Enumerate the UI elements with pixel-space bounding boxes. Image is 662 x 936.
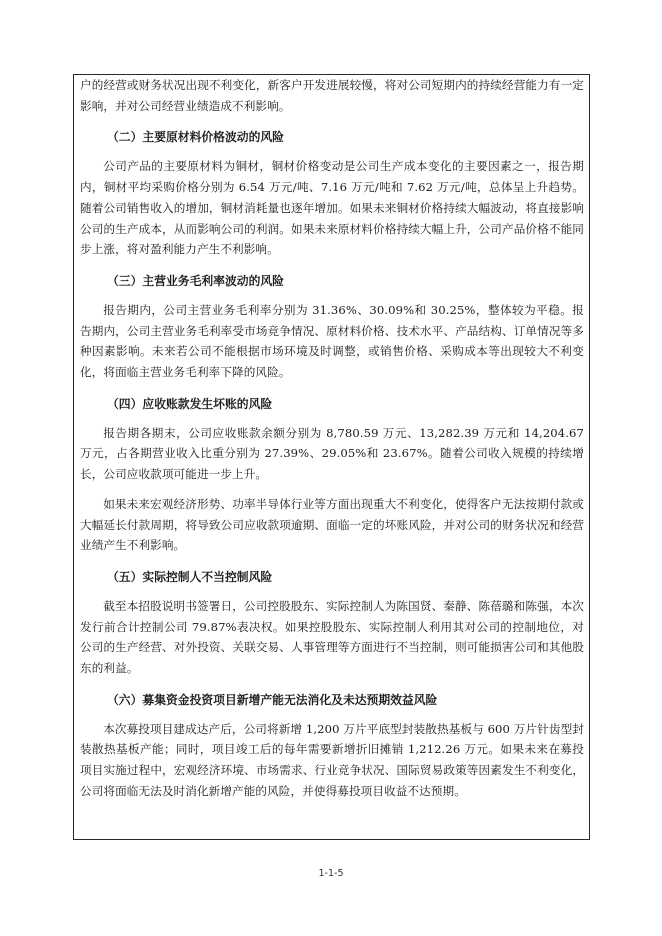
- section-heading-gross-margin: （三）主营业务毛利率波动的风险: [107, 273, 284, 288]
- section-heading-raw-material: （二）主要原材料价格波动的风险: [107, 130, 284, 145]
- document-body: [80, 75, 584, 802]
- section-paragraph: 如果未来宏观经济形势、功率半导体行业等方面出现重大不利变化，使得客户无法按期付款或大幅延长付款周期，将导致公司应收款项逾期、面临一定的坏账风险，并对公司的财务状况和经营业绩产生不利影响。: [80, 496, 584, 553]
- section-heading-capacity: （六）募集资金投资项目新增产能无法消化及未达预期效益风险: [107, 692, 438, 707]
- section-paragraph: 公司产品的主要原材料为铜材，铜材价格变动是公司生产成本变化的主要因素之一，报告期内，铜材平均采购价格分别为 6.54 万元/吨、7.16 万元/吨和 7.62 万元/吨，总体呈上升趋势。随着公司销售收入的增加，铜材消耗量也逐年增加。如果未来铜材价格持续大幅波动，将直接影响公司的生产成本，从而影响公司的利润。如果未来原材料价格持续大幅上升，公司产品价格不能同步上涨，将对盈利能力产生不利影响。: [80, 159, 584, 257]
- section-paragraph: 截至本招股说明书签署日，公司控股股东、实际控制人为陈国贤、秦静、陈蓓璐和陈强，本次发行前合计控制公司 79.87%表决权。如果控股股东、实际控制人利用其对公司的控制地位，对公司的生产经营、对外投资、关联交易、人事管理等方面进行不当控制，则可能损害公司和其他股东的利益。: [80, 598, 584, 676]
- section-heading-controller: （五）实际控制人不当控制风险: [107, 569, 273, 584]
- section-paragraph: 本次募投项目建成达产后，公司将新增 1,200 万片平底型封装散热基板与 600 万片针齿型封装散热基板产能；同时，项目竣工后的每年需要新增折旧摊销 1,212.26 万元。如果未来在募投项目实施过程中，宏观经济环境、市场需求、行业竞争状况、国际贸易政策等因素发生不利变化，公司将面临无法及时消化新增产能的风险，并使得募投项目收益不达预期。: [80, 721, 584, 798]
- section-heading-receivables: （四）应收账款发生坏账的风险: [107, 396, 273, 411]
- section-paragraph: 报告期各期末，公司应收账款余额分别为 8,780.59 万元、13,282.39 万元和 14,204.67 万元，占各期营业收入比重分别为 27.39%、29.05%和 23.67%。随着公司收入规模的持续增长，公司应收款项可能进一步上升。: [80, 425, 584, 482]
- page-number: 1-1-5: [318, 868, 344, 879]
- intro-paragraph: 户的经营或财务状况出现不利变化，新客户开发进展较慢，将对公司短期内的持续经营能力有一定影响，并对公司经营业绩造成不利影响。: [80, 78, 584, 113]
- section-paragraph: 报告期内，公司主营业务毛利率分别为 31.36%、30.09%和 30.25%，整体较为平稳。报告期内，公司主营业务毛利率受市场竞争情况、原材料价格、技术水平、产品结构、订单情况等多种因素影响。未来若公司不能根据市场环境及时调整，或销售价格、采购成本等出现较大不利变化，将面临主营业务毛利率下降的风险。: [80, 302, 584, 380]
